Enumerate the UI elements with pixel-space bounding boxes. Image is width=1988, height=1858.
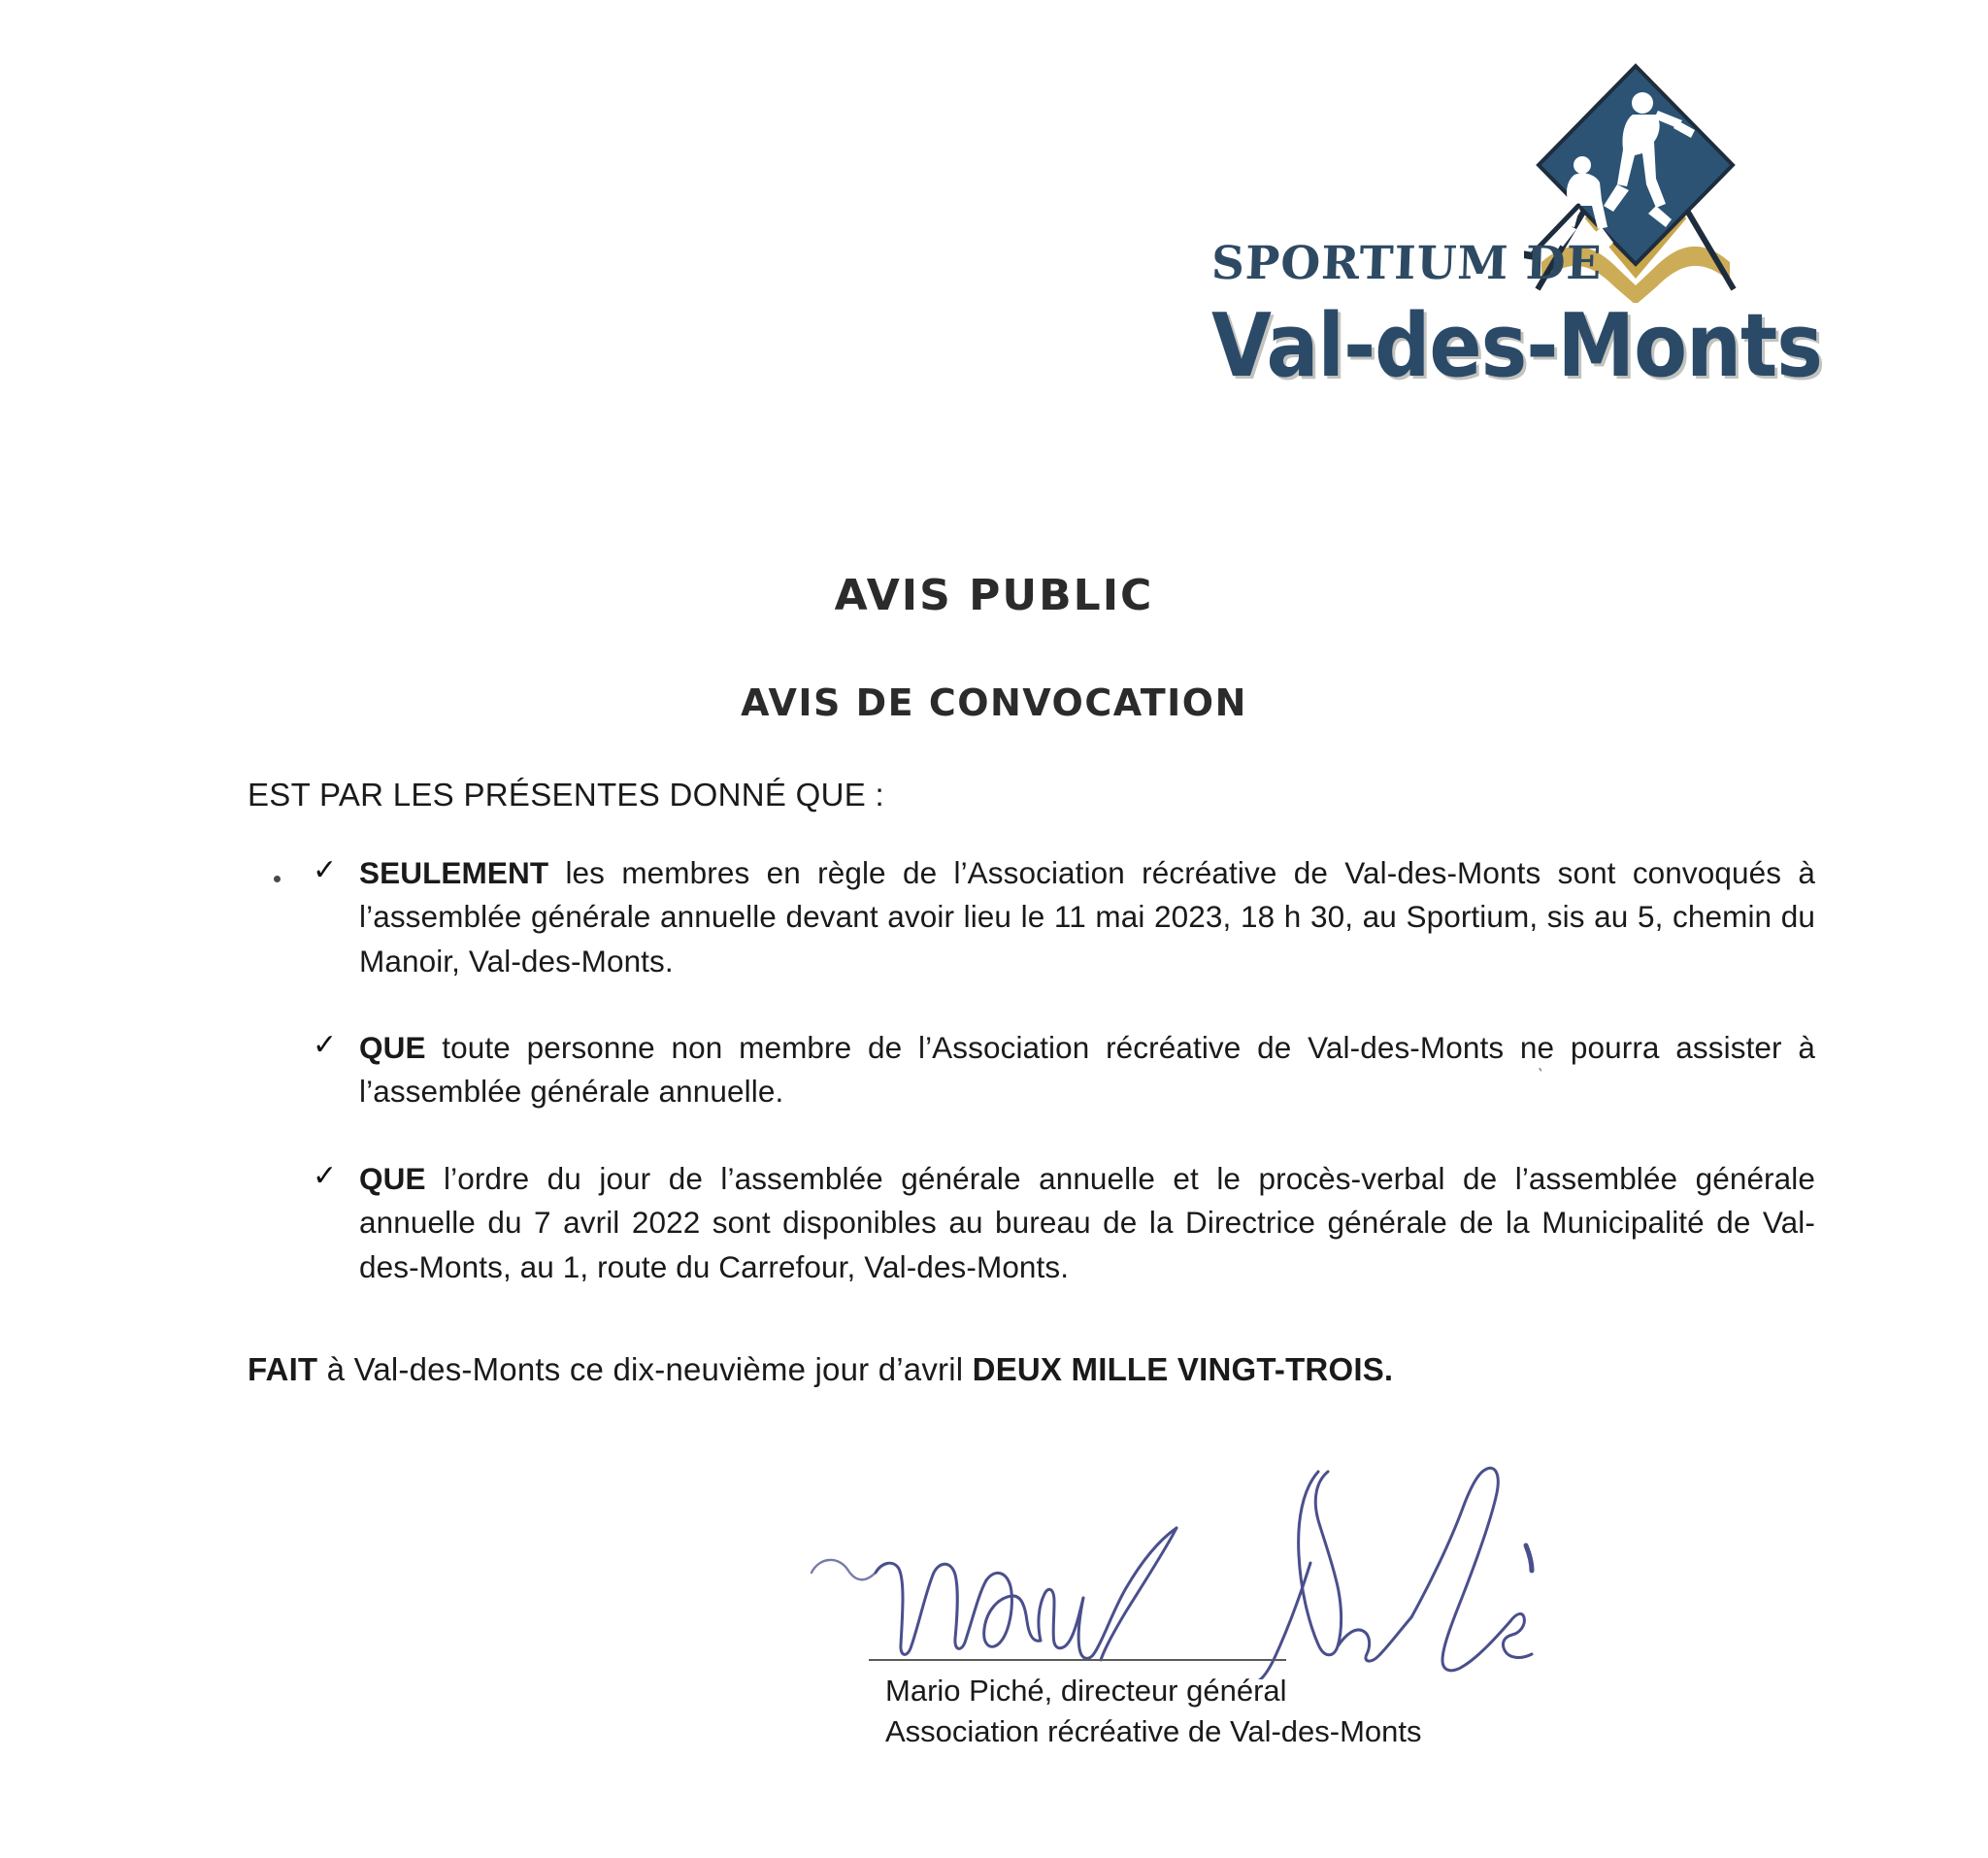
signature-rule bbox=[869, 1659, 1286, 1661]
list-item-body: l’ordre du jour de l’assemblée générale annuelle et le procès-verbal de l’assemblée générale annuelle du 7 avril 2022 sont disponibles au bureau de la Directrice générale de la Municipalité de Val-des-Monts, au 1, route du Carrefour, Val-des-Monts. bbox=[359, 1160, 1815, 1284]
list-item-text bbox=[359, 1157, 1815, 1289]
intro-statement: EST PAR LES PRÉSENTES DONNÉ QUE : bbox=[248, 777, 885, 813]
list-item-text bbox=[359, 851, 1815, 983]
page-subtitle: AVIS DE CONVOCATION bbox=[741, 681, 1247, 724]
page-title: AVIS PUBLIC bbox=[834, 571, 1154, 620]
closing-lead: FAIT bbox=[248, 1351, 318, 1387]
checkmark-icon: ✓ bbox=[313, 854, 338, 886]
checkmark-icon: ✓ bbox=[313, 1159, 338, 1192]
list-item-body: toute personne non membre de l’Association récréative de Val-des-Monts ne pourra assister à l’assemblée générale annuelle. bbox=[359, 1030, 1815, 1110]
list-item bbox=[313, 1026, 1815, 1114]
sportium-logo bbox=[1210, 60, 1891, 397]
scan-artifact-dot bbox=[274, 876, 281, 882]
closing-middle: à Val-des-Monts ce dix-neuvième jour d’avril bbox=[317, 1351, 973, 1387]
list-item-lead: QUE bbox=[359, 1030, 426, 1066]
scan-artifact-tick: ˋ bbox=[1533, 1065, 1544, 1088]
handwritten-signature bbox=[806, 1427, 1543, 1679]
list-item-lead: SEULEMENT bbox=[359, 855, 549, 890]
closing-statement bbox=[248, 1351, 1393, 1388]
signatory-name: Mario Piché, directeur général bbox=[885, 1674, 1287, 1708]
list-item-lead: QUE bbox=[359, 1160, 426, 1196]
logo-wordmark-sportium-de: SPORTIUM DE bbox=[1210, 237, 1604, 290]
closing-year-words: DEUX MILLE VINGT-TROIS. bbox=[972, 1351, 1394, 1387]
list-item-text bbox=[359, 1026, 1815, 1114]
signatory-organization: Association récréative de Val-des-Monts bbox=[885, 1714, 1422, 1748]
bullet-list bbox=[313, 851, 1815, 1332]
list-item bbox=[313, 851, 1815, 983]
checkmark-icon: ✓ bbox=[313, 1029, 338, 1062]
list-item-body: les membres en règle de l’Association récréative de Val-des-Monts sont convoqués à l’assemblée générale annuelle devant avoir lieu le 11 mai 2023, 18 h 30, au Sportium, sis au 5, chemin du Manoir, Val-des-Monts. bbox=[359, 855, 1815, 979]
logo-wordmark-val-des-monts: Val-des-Monts bbox=[1211, 295, 1822, 397]
list-item bbox=[313, 1157, 1815, 1289]
